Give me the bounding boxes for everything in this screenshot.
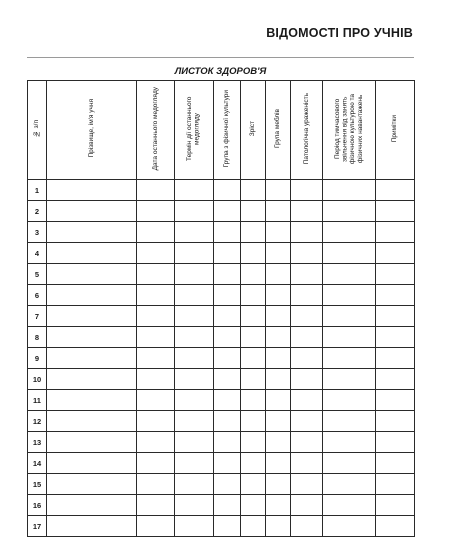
table-row — [28, 285, 415, 306]
table-cell[interactable] — [376, 306, 415, 327]
table-cell[interactable] — [266, 474, 291, 495]
table-cell[interactable] — [47, 306, 137, 327]
table-cell[interactable] — [323, 264, 376, 285]
table-header-row — [28, 81, 415, 180]
table-cell[interactable] — [47, 243, 137, 264]
table-cell[interactable] — [137, 285, 175, 306]
table-cell[interactable] — [137, 180, 175, 201]
column-header-label: Дата останнього медогляду — [151, 87, 159, 171]
table-cell[interactable] — [266, 327, 291, 348]
table-row — [28, 264, 415, 285]
table-cell[interactable] — [47, 390, 137, 411]
table-cell[interactable] — [266, 222, 291, 243]
table-cell[interactable] — [175, 264, 214, 285]
table-cell[interactable] — [214, 453, 241, 474]
title-divider — [27, 57, 414, 58]
page-title: ВІДОМОСТІ ПРО УЧНІВ — [266, 26, 413, 40]
column-header — [175, 81, 214, 180]
table-row — [28, 474, 415, 495]
table-cell[interactable] — [323, 495, 376, 516]
row-number: 16 — [28, 495, 47, 516]
column-header — [214, 81, 241, 180]
sheet-title: ЛИСТОК ЗДОРОВ'Я — [174, 66, 267, 77]
table-cell[interactable] — [137, 306, 175, 327]
table-cell[interactable] — [214, 369, 241, 390]
table-cell[interactable] — [323, 390, 376, 411]
table-cell[interactable] — [214, 495, 241, 516]
row-number: 1 — [28, 180, 47, 201]
table-cell[interactable] — [323, 306, 376, 327]
table-cell[interactable] — [323, 285, 376, 306]
table-cell[interactable] — [47, 369, 137, 390]
table-cell[interactable] — [323, 516, 376, 537]
table-cell[interactable] — [291, 348, 323, 369]
table-cell[interactable] — [323, 474, 376, 495]
table-cell[interactable] — [291, 453, 323, 474]
row-number: 17 — [28, 516, 47, 537]
column-header-label: Група з фізичної культури — [223, 89, 231, 168]
table-body — [28, 180, 415, 537]
table-cell[interactable] — [291, 495, 323, 516]
table-cell[interactable] — [376, 348, 415, 369]
table-cell[interactable] — [323, 201, 376, 222]
table-cell[interactable] — [175, 411, 214, 432]
table-cell[interactable] — [175, 390, 214, 411]
table-cell[interactable] — [137, 495, 175, 516]
table-cell[interactable] — [323, 327, 376, 348]
table-cell[interactable] — [323, 432, 376, 453]
table-cell[interactable] — [214, 327, 241, 348]
table-cell[interactable] — [175, 327, 214, 348]
table-cell[interactable] — [214, 411, 241, 432]
table-cell[interactable] — [175, 306, 214, 327]
row-number: 9 — [28, 348, 47, 369]
row-number: 7 — [28, 306, 47, 327]
table-cell[interactable] — [214, 348, 241, 369]
table-cell[interactable] — [137, 327, 175, 348]
table-cell[interactable] — [241, 201, 266, 222]
table-cell[interactable] — [175, 495, 214, 516]
table-cell[interactable] — [47, 180, 137, 201]
column-header — [376, 81, 415, 180]
table-cell[interactable] — [241, 474, 266, 495]
table-row — [28, 516, 415, 537]
table-cell[interactable] — [291, 516, 323, 537]
table-cell[interactable] — [47, 264, 137, 285]
table-cell[interactable] — [175, 201, 214, 222]
table-cell[interactable] — [241, 495, 266, 516]
table-cell[interactable] — [376, 243, 415, 264]
table-cell[interactable] — [376, 453, 415, 474]
table-row — [28, 453, 415, 474]
table-cell[interactable] — [137, 474, 175, 495]
column-header-label: Примітки — [391, 115, 399, 143]
table-cell[interactable] — [291, 264, 323, 285]
table-cell[interactable] — [266, 348, 291, 369]
table-cell[interactable] — [241, 369, 266, 390]
table-cell[interactable] — [376, 390, 415, 411]
table-cell[interactable] — [241, 264, 266, 285]
row-number: 5 — [28, 264, 47, 285]
table-cell[interactable] — [291, 327, 323, 348]
table-cell[interactable] — [214, 180, 241, 201]
table-cell[interactable] — [175, 348, 214, 369]
row-number: 3 — [28, 222, 47, 243]
table-cell[interactable] — [175, 180, 214, 201]
table-cell[interactable] — [137, 390, 175, 411]
table-cell[interactable] — [175, 432, 214, 453]
table-cell[interactable] — [214, 474, 241, 495]
table-cell[interactable] — [241, 180, 266, 201]
table-cell[interactable] — [241, 516, 266, 537]
table-row — [28, 432, 415, 453]
table-cell[interactable] — [323, 369, 376, 390]
table-cell[interactable] — [241, 390, 266, 411]
table-row — [28, 306, 415, 327]
table-cell[interactable] — [47, 453, 137, 474]
row-number: 10 — [28, 369, 47, 390]
table-cell[interactable] — [47, 411, 137, 432]
table-row — [28, 390, 415, 411]
table-row — [28, 411, 415, 432]
column-header-label: Період тимчасового звільнення від занять фізичною культурою та фізичних навантажень — [333, 93, 364, 164]
table-cell[interactable] — [323, 348, 376, 369]
table-cell[interactable] — [376, 180, 415, 201]
row-number: 6 — [28, 285, 47, 306]
table-row — [28, 201, 415, 222]
column-header — [291, 81, 323, 180]
table-cell[interactable] — [266, 180, 291, 201]
table-row — [28, 348, 415, 369]
table-cell[interactable] — [323, 243, 376, 264]
column-header-label: Патологічна ураженість — [302, 93, 310, 165]
table-cell[interactable] — [241, 285, 266, 306]
table-cell[interactable] — [376, 222, 415, 243]
table-cell[interactable] — [376, 516, 415, 537]
table-cell[interactable] — [291, 222, 323, 243]
table-cell[interactable] — [323, 180, 376, 201]
table-cell[interactable] — [266, 201, 291, 222]
table-cell[interactable] — [137, 411, 175, 432]
table-cell[interactable] — [291, 474, 323, 495]
column-header-label: № з/п — [33, 120, 41, 138]
table-cell[interactable] — [266, 516, 291, 537]
table-cell[interactable] — [323, 453, 376, 474]
table-row — [28, 495, 415, 516]
table-cell[interactable] — [175, 222, 214, 243]
table-cell[interactable] — [241, 327, 266, 348]
table-cell[interactable] — [175, 474, 214, 495]
table-cell[interactable] — [175, 453, 214, 474]
table-cell[interactable] — [291, 243, 323, 264]
table-cell[interactable] — [266, 285, 291, 306]
table-cell[interactable] — [47, 516, 137, 537]
table-cell[interactable] — [137, 264, 175, 285]
table-cell[interactable] — [376, 285, 415, 306]
table-row — [28, 327, 415, 348]
table-cell[interactable] — [291, 180, 323, 201]
table-cell[interactable] — [291, 432, 323, 453]
table-cell[interactable] — [175, 516, 214, 537]
table-cell[interactable] — [214, 390, 241, 411]
table-cell[interactable] — [241, 453, 266, 474]
table-cell[interactable] — [376, 264, 415, 285]
table-cell[interactable] — [266, 390, 291, 411]
table-cell[interactable] — [214, 201, 241, 222]
table-cell[interactable] — [214, 516, 241, 537]
table-cell[interactable] — [376, 495, 415, 516]
row-number: 13 — [28, 432, 47, 453]
table-cell[interactable] — [291, 390, 323, 411]
table-cell[interactable] — [47, 201, 137, 222]
health-sheet-table — [27, 80, 415, 537]
table-cell[interactable] — [137, 348, 175, 369]
column-header-label: Група меблів — [274, 109, 282, 149]
table-cell[interactable] — [241, 243, 266, 264]
table-cell[interactable] — [214, 264, 241, 285]
table-row — [28, 180, 415, 201]
table-cell[interactable] — [47, 474, 137, 495]
table-cell[interactable] — [323, 222, 376, 243]
table-cell[interactable] — [376, 369, 415, 390]
table-cell[interactable] — [47, 495, 137, 516]
column-header — [323, 81, 376, 180]
table-cell[interactable] — [47, 432, 137, 453]
table-row — [28, 369, 415, 390]
row-number: 12 — [28, 411, 47, 432]
table-row — [28, 243, 415, 264]
table-cell[interactable] — [214, 243, 241, 264]
table-cell[interactable] — [266, 243, 291, 264]
table-cell[interactable] — [137, 243, 175, 264]
table-cell[interactable] — [266, 264, 291, 285]
table-cell[interactable] — [137, 222, 175, 243]
row-number: 8 — [28, 327, 47, 348]
table-cell[interactable] — [214, 285, 241, 306]
table-cell[interactable] — [376, 411, 415, 432]
table-cell[interactable] — [137, 516, 175, 537]
table-cell[interactable] — [241, 306, 266, 327]
table-cell[interactable] — [47, 327, 137, 348]
table-cell[interactable] — [266, 306, 291, 327]
table-cell[interactable] — [241, 348, 266, 369]
table-cell[interactable] — [175, 369, 214, 390]
table-cell[interactable] — [266, 411, 291, 432]
table-cell[interactable] — [137, 369, 175, 390]
table-cell[interactable] — [241, 222, 266, 243]
column-header — [137, 81, 175, 180]
row-number: 15 — [28, 474, 47, 495]
table-cell[interactable] — [291, 306, 323, 327]
table-cell[interactable] — [266, 432, 291, 453]
table-cell[interactable] — [137, 432, 175, 453]
table-cell[interactable] — [175, 285, 214, 306]
column-header — [241, 81, 266, 180]
row-number: 11 — [28, 390, 47, 411]
row-number: 14 — [28, 453, 47, 474]
table-cell[interactable] — [241, 432, 266, 453]
table-cell[interactable] — [291, 411, 323, 432]
table-cell[interactable] — [376, 327, 415, 348]
table-cell[interactable] — [291, 201, 323, 222]
table-cell[interactable] — [47, 348, 137, 369]
table-cell[interactable] — [175, 243, 214, 264]
table-cell[interactable] — [376, 201, 415, 222]
table-cell[interactable] — [291, 369, 323, 390]
table-cell[interactable] — [376, 474, 415, 495]
table-cell[interactable] — [137, 453, 175, 474]
table-cell[interactable] — [291, 285, 323, 306]
column-header-label: Термін дії останнього медогляду — [186, 96, 201, 161]
column-header — [47, 81, 137, 180]
table-cell[interactable] — [266, 453, 291, 474]
column-header-label: Прізвище, ім'я учня — [87, 99, 95, 158]
table-cell[interactable] — [47, 285, 137, 306]
table-cell[interactable] — [323, 411, 376, 432]
table-cell[interactable] — [47, 222, 137, 243]
column-header — [266, 81, 291, 180]
table-cell[interactable] — [266, 369, 291, 390]
table-cell[interactable] — [376, 432, 415, 453]
column-header-label: Зріст — [249, 121, 257, 137]
table-cell[interactable] — [214, 432, 241, 453]
table-cell[interactable] — [214, 222, 241, 243]
table-cell[interactable] — [214, 306, 241, 327]
column-header — [28, 81, 47, 180]
row-number: 2 — [28, 201, 47, 222]
table-cell[interactable] — [137, 201, 175, 222]
row-number: 4 — [28, 243, 47, 264]
table-row — [28, 222, 415, 243]
table-cell[interactable] — [266, 495, 291, 516]
table-cell[interactable] — [241, 411, 266, 432]
